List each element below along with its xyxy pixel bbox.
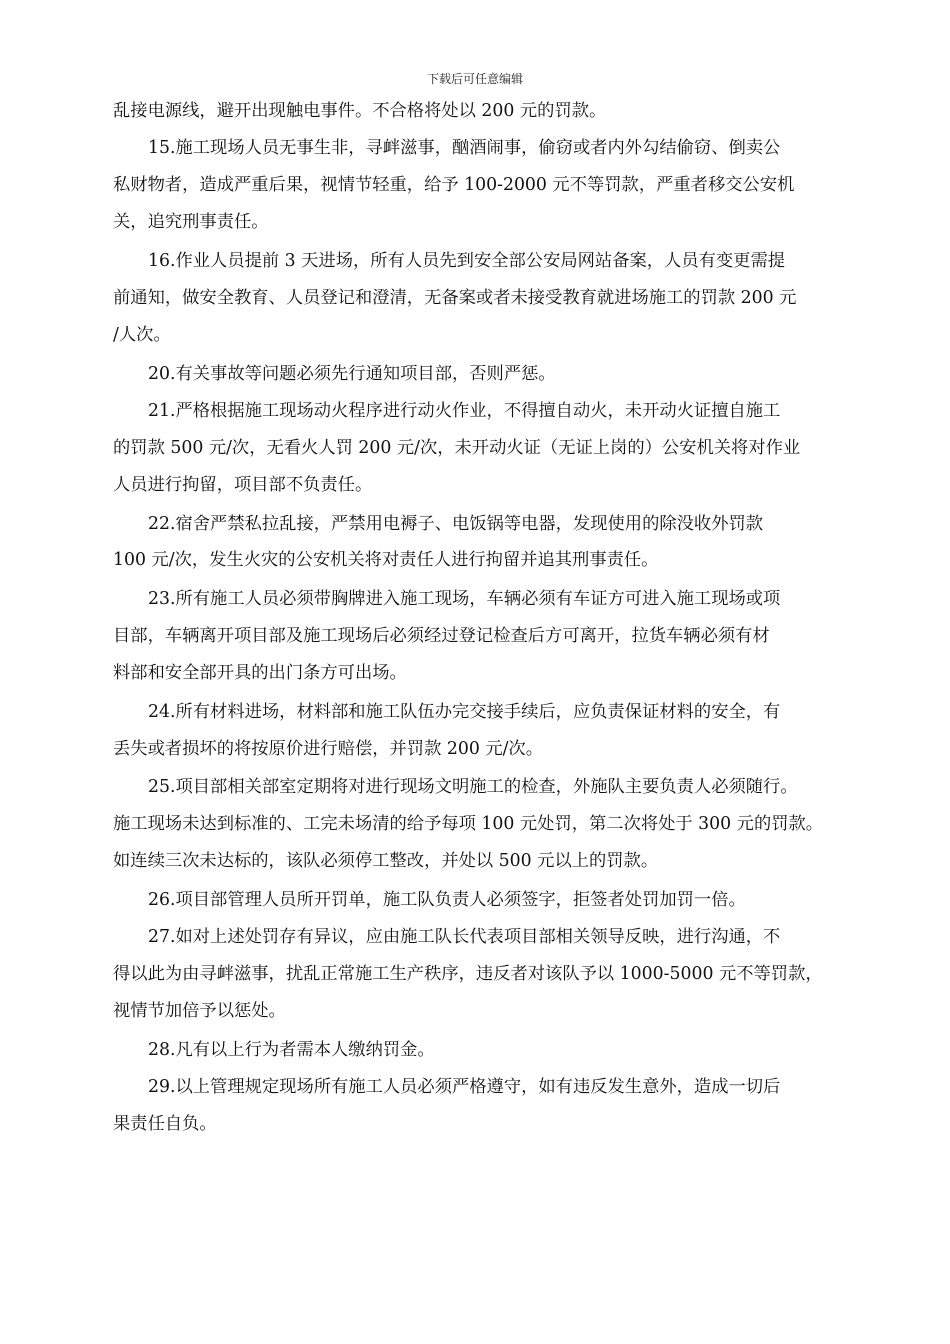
page-header: 下载后可任意编辑 [426,72,523,86]
text-line: 乱接电源线，避开出现触电事件。不合格将处以 200 元的罚款。 [113,101,607,121]
text-line: 100 元/次，发生火灾的公安机关将对责任人进行拘留并追其刑事责任。 [113,550,659,570]
text-line: 26.项目部管理人员所开罚单，施工队负责人必须签字，拒签者处罚加罚一倍。 [148,890,746,910]
text-line: 前通知，做安全教育、人员登记和澄清，无备案或者未接受教育就进场施工的罚款 200 元 [113,288,797,308]
text-line: 25.项目部相关部室定期将对进行现场文明施工的检查，外施队主要负责人必须随行。 [148,777,798,797]
text-line: 29.以上管理规定现场所有施工人员必须严格遵守，如有违反发生意外，造成一切后 [148,1077,781,1097]
text-line: 的罚款 500 元/次，无看火人罚 200 元/次，未开动火证（无证上岗的）公安机关将对作业 [113,438,801,458]
text-line: 20.有关事故等问题必须先行通知项目部，否则严惩。 [148,364,556,384]
text-line: 人员进行拘留，项目部不负责任。 [113,475,373,495]
text-line: 15.施工现场人员无事生非，寻衅滋事，酗酒闹事，偷窃或者内外勾结偷窃、倒卖公 [148,138,781,158]
text-line: 28.凡有以上行为者需本人缴纳罚金。 [148,1040,435,1060]
text-line: 关，追究刑事责任。 [113,212,269,232]
text-line: /人次。 [113,325,171,345]
text-line: 施工现场未达到标准的、工完未场清的给予每项 100 元处罚，第二次将处于 300 元的罚款。 [113,814,824,834]
text-line: 视情节加倍予以惩处。 [113,1001,286,1021]
text-line: 得以此为由寻衅滋事，扰乱正常施工生产秩序，违反者对该队予以 1000-5000 元不等罚款， [113,964,823,984]
text-line: 私财物者，造成严重后果，视情节轻重，给予 100-2000 元不等罚款，严重者移交公安机 [113,175,795,195]
text-line: 目部，车辆离开项目部及施工现场后必须经过登记检查后方可离开，拉货车辆必须有材 [113,626,770,646]
text-line: 23.所有施工人员必须带胸牌进入施工现场，车辆必须有车证方可进入施工现场或项 [148,589,781,609]
text-line: 料部和安全部开具的出门条方可出场。 [113,663,407,683]
text-line: 21.严格根据施工现场动火程序进行动火作业，不得擅自动火，未开动火证擅自施工 [148,401,781,421]
text-line: 24.所有材料进场，材料部和施工队伍办完交接手续后，应负责保证材料的安全，有 [148,702,781,722]
text-line: 如连续三次未达标的，该队必须停工整改，并处以 500 元以上的罚款。 [113,851,659,871]
text-line: 果责任自负。 [113,1114,217,1134]
text-line: 22.宿舍严禁私拉乱接，严禁用电褥子、电饭锅等电器，发现使用的除没收外罚款 [148,514,764,534]
text-line: 丢失或者损坏的将按原价进行赔偿，并罚款 200 元/次。 [113,739,543,759]
text-line: 27.如对上述处罚存有异议，应由施工队长代表项目部相关领导反映，进行沟通，不 [148,927,781,947]
text-line: 16.作业人员提前 3 天进场，所有人员先到安全部公安局网站备案，人员有变更需提 [148,251,786,271]
